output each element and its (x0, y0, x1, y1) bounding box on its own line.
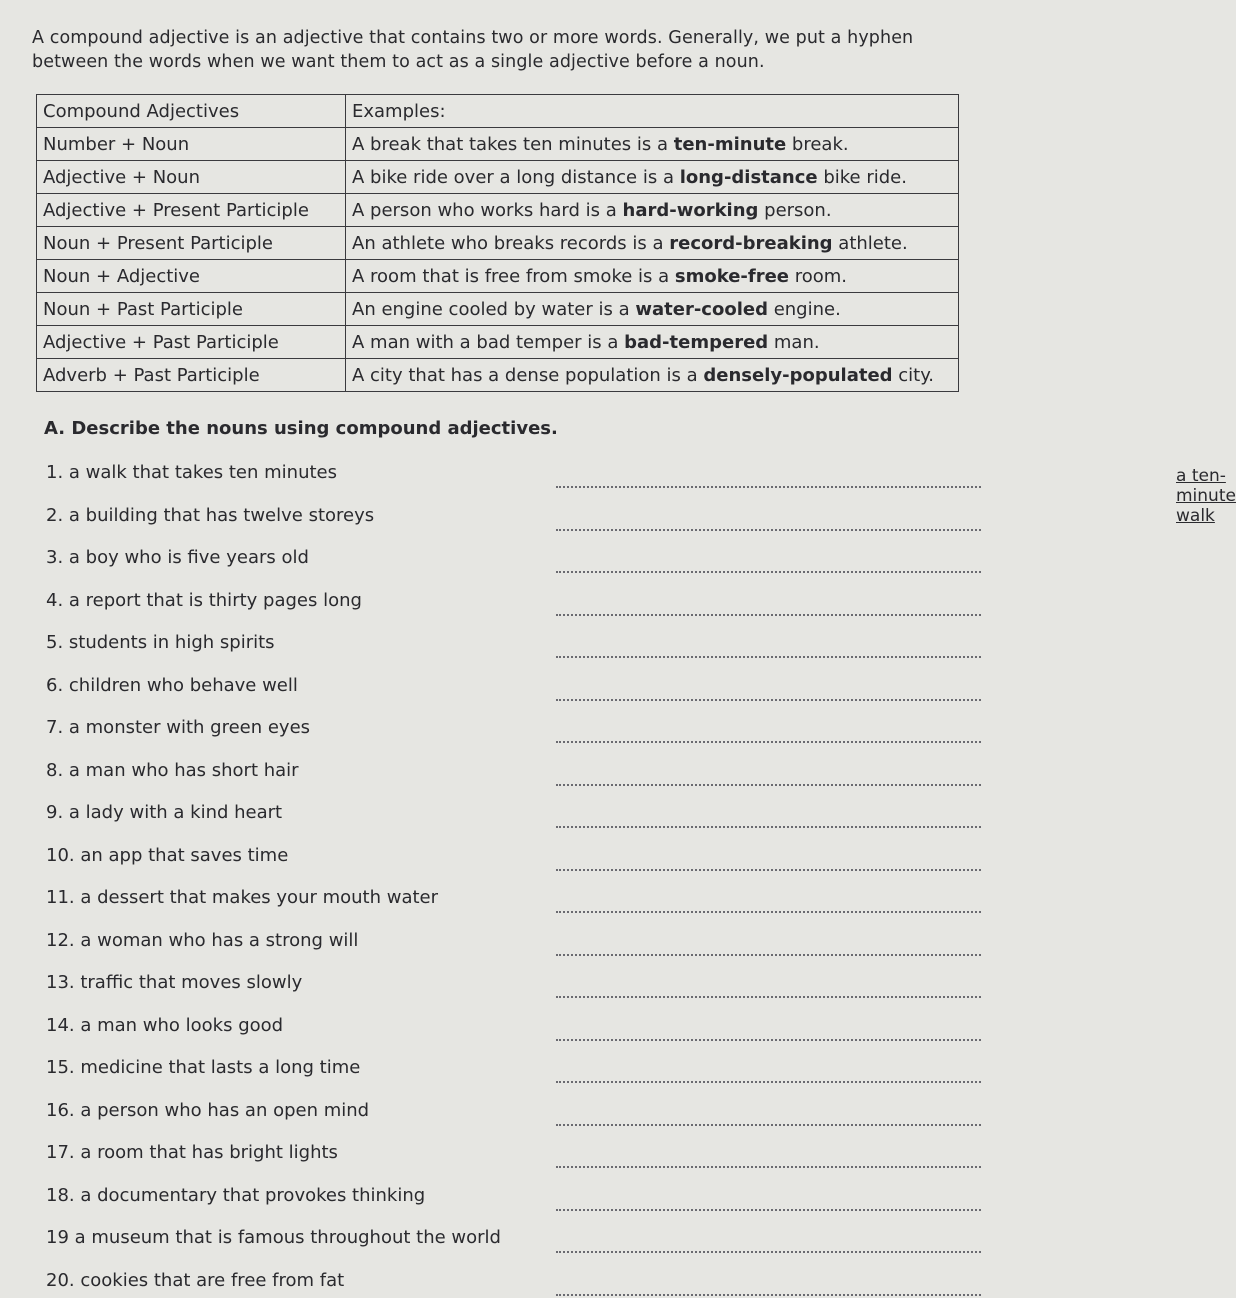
compound-type-cell: Adjective + Present Participle (37, 194, 346, 227)
exercise-prompt: 17. a room that has bright lights (46, 1142, 338, 1163)
exercise-prompt: 9. a lady with a kind heart (46, 802, 282, 823)
answer-line[interactable] (556, 547, 981, 573)
example-compound-adjective: hard-working (623, 200, 759, 221)
exercise-prompt: 20. cookies that are free from fat (46, 1270, 344, 1291)
exercise-prompt: 6. children who behave well (46, 675, 298, 696)
example-text: A person who works hard is a (352, 200, 623, 221)
answer-line[interactable] (556, 802, 981, 828)
compound-type-cell: Adverb + Past Participle (37, 359, 346, 392)
exercise-item (46, 788, 996, 831)
exercise-prompt: 1. a walk that takes ten minutes (46, 462, 337, 483)
example-cell (346, 326, 959, 359)
header-compound-adjectives: Compound Adjectives (37, 95, 346, 128)
answer-line[interactable] (556, 632, 981, 658)
exercise-prompt: 7. a monster with green eyes (46, 717, 310, 738)
exercise-item (46, 746, 996, 789)
answer-line[interactable] (556, 1227, 981, 1253)
example-compound-adjective: bad-tempered (624, 332, 768, 353)
table-row (37, 194, 959, 227)
example-compound-adjective: long-distance (680, 167, 818, 188)
exercise-item (46, 873, 996, 916)
example-compound-adjective: record-breaking (669, 233, 832, 254)
table-row (37, 260, 959, 293)
table-row (37, 227, 959, 260)
example-text: A bike ride over a long distance is a (352, 167, 680, 188)
answer-line[interactable] (556, 1100, 981, 1126)
answer-line[interactable] (556, 760, 981, 786)
example-text-end: bike ride. (818, 167, 907, 188)
exercise-item (46, 533, 996, 576)
exercise-prompt: 4. a report that is thirty pages long (46, 590, 362, 611)
table-row (37, 326, 959, 359)
table-row (37, 161, 959, 194)
example-cell (346, 359, 959, 392)
exercise-prompt: 5. students in high spirits (46, 632, 275, 653)
exercise-item (46, 1128, 996, 1171)
exercise-item (46, 1213, 996, 1256)
exercise-item (46, 916, 996, 959)
compound-type-cell: Adjective + Noun (37, 161, 346, 194)
answer-line[interactable] (556, 1057, 981, 1083)
answer-line[interactable] (556, 675, 981, 701)
example-text-end: athlete. (833, 233, 908, 254)
answer-line[interactable] (556, 505, 981, 531)
exercise-item (46, 1086, 996, 1129)
example-cell (346, 227, 959, 260)
table-header-row (37, 95, 959, 128)
exercise-prompt: 3. a boy who is five years old (46, 547, 309, 568)
example-cell (346, 293, 959, 326)
compound-type-cell: Adjective + Past Participle (37, 326, 346, 359)
compound-type-cell: Noun + Past Participle (37, 293, 346, 326)
exercise-prompt: 19 a museum that is famous throughout the world (46, 1227, 501, 1248)
example-text-end: room. (789, 266, 847, 287)
exercise-list (46, 448, 996, 1298)
exercise-prompt: 12. a woman who has a strong will (46, 930, 358, 951)
exercise-item (46, 661, 996, 704)
exercise-prompt: 8. a man who has short hair (46, 760, 299, 781)
example-text-end: person. (758, 200, 831, 221)
compound-type-cell: Noun + Present Participle (37, 227, 346, 260)
exercise-item (46, 448, 996, 491)
example-cell (346, 161, 959, 194)
example-text: A break that takes ten minutes is a (352, 134, 674, 155)
compound-adjectives-table (36, 94, 959, 392)
exercise-prompt: 14. a man who looks good (46, 1015, 283, 1036)
answer-line[interactable] (556, 590, 981, 616)
example-text: An athlete who breaks records is a (352, 233, 669, 254)
exercise-prompt: 2. a building that has twelve storeys (46, 505, 374, 526)
exercise-prompt: 18. a documentary that provokes thinking (46, 1185, 425, 1206)
exercise-item (46, 703, 996, 746)
answer-line[interactable] (556, 887, 981, 913)
answer-line[interactable] (556, 845, 981, 871)
intro-paragraph: A compound adjective is an adjective that contains two or more words. Generally, we put a hyphen between the words when we want them to act as a single adjective before a noun. (32, 26, 972, 74)
answer-line[interactable] (556, 972, 981, 998)
example-text: A city that has a dense population is a (352, 365, 703, 386)
exercise-prompt: 13. traffic that moves slowly (46, 972, 302, 993)
exercise-item (46, 576, 996, 619)
exercise-prompt: 15. medicine that lasts a long time (46, 1057, 360, 1078)
table-row (37, 359, 959, 392)
table-row (37, 128, 959, 161)
table-row (37, 293, 959, 326)
exercise-item (46, 958, 996, 1001)
exercise-item (46, 491, 996, 534)
example-compound-adjective: densely-populated (703, 365, 892, 386)
example-text-end: city. (893, 365, 934, 386)
exercise-item (46, 1256, 996, 1298)
example-text: A room that is free from smoke is a (352, 266, 675, 287)
example-text-end: man. (768, 332, 819, 353)
answer-line[interactable] (556, 1270, 981, 1296)
example-compound-adjective: smoke-free (675, 266, 789, 287)
answer-line[interactable] (556, 462, 981, 488)
example-cell (346, 194, 959, 227)
answer-line[interactable] (556, 717, 981, 743)
answer-line[interactable] (556, 1185, 981, 1211)
example-compound-adjective: ten-minute (674, 134, 786, 155)
compound-type-cell: Number + Noun (37, 128, 346, 161)
exercise-prompt: 11. a dessert that makes your mouth water (46, 887, 438, 908)
exercise-item (46, 831, 996, 874)
compound-type-cell: Noun + Adjective (37, 260, 346, 293)
exercise-item (46, 1001, 996, 1044)
exercise-item (46, 618, 996, 661)
example-text: An engine cooled by water is a (352, 299, 635, 320)
example-text-end: break. (786, 134, 848, 155)
answer-line[interactable] (556, 1142, 981, 1168)
example-text: A man with a bad temper is a (352, 332, 624, 353)
exercise-prompt: 16. a person who has an open mind (46, 1100, 369, 1121)
answer-line[interactable] (556, 1015, 981, 1041)
exercise-item (46, 1043, 996, 1086)
example-cell (346, 260, 959, 293)
exercise-item (46, 1171, 996, 1214)
answer-line[interactable] (556, 930, 981, 956)
answer-text: a ten-minute walk (1176, 466, 1236, 526)
example-text-end: engine. (768, 299, 841, 320)
example-compound-adjective: water-cooled (635, 299, 768, 320)
section-title: A. Describe the nouns using compound adjectives. (44, 418, 558, 439)
exercise-prompt: 10. an app that saves time (46, 845, 288, 866)
header-examples: Examples: (346, 95, 959, 128)
example-cell (346, 128, 959, 161)
